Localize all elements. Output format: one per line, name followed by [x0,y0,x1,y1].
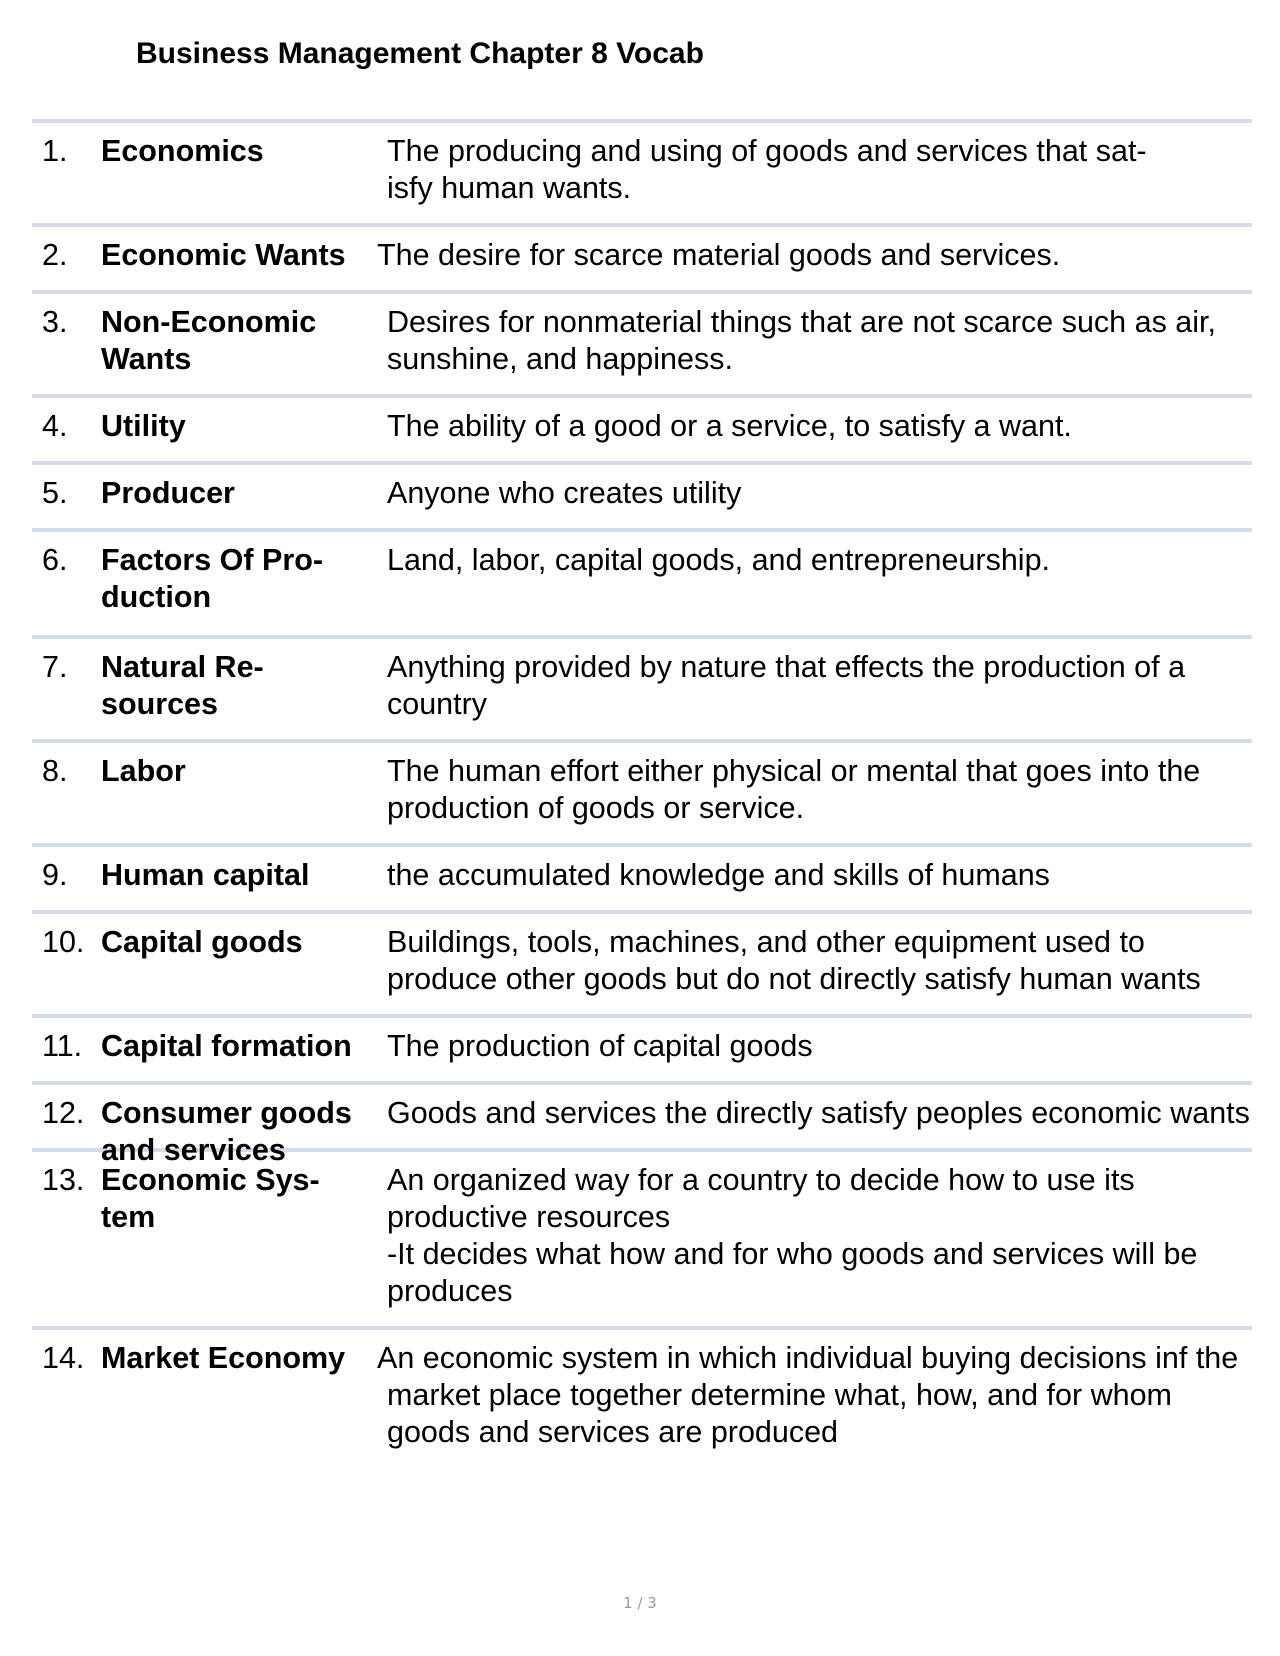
entry-definition: Goods and services the directly satisfy peoples economic wants [387,1096,1250,1130]
entry-definition: Anything provided by nature that effects the production of a country [387,650,1186,721]
entry-definition: the accumulated knowledge and skills of humans [387,858,1050,892]
entry-number: 7. [42,650,68,684]
entry-term: Human capital [101,858,310,892]
entry-definition: The human effort either physical or mental that goes into the production of goods or service. [387,754,1201,825]
entry-number: 11. [42,1029,83,1063]
vocab-row [32,294,1252,398]
entry-definition: Buildings, tools, machines, and other equipment used to produce other goods but do not directly satisfy human wants [387,925,1201,996]
vocab-row [32,398,1252,465]
entry-term: Capital goods [101,925,303,959]
entry-number: 2. [42,238,68,272]
entry-definition: Anyone who creates utility [387,476,742,510]
entry-term: Producer [101,476,235,510]
entry-number: 12. [42,1096,85,1130]
entry-term: Natural Re- sources [101,650,264,721]
entry-definition: The producing and using of goods and services that sat- isfy human wants. [387,134,1147,205]
entry-number: 3. [42,305,68,339]
entry-number: 1. [42,134,68,168]
vocab-row [32,532,1252,639]
page-title: Business Management Chapter 8 Vocab [136,37,704,70]
entry-term: Labor [101,754,186,788]
vocab-row [32,1018,1252,1085]
entry-term: Consumer goods and services [101,1096,352,1167]
vocab-row [32,465,1252,532]
entry-definition: An organized way for a country to decide how to use its productive resources -It decides what how and for who goods and services will be produces [387,1163,1198,1308]
vocab-row [32,1085,1252,1167]
vocab-list [32,119,1252,1467]
page-indicator: 1 / 3 [623,1594,657,1612]
vocab-row [32,743,1252,847]
entry-definition: The ability of a good or a service, to satisfy a want. [387,409,1072,443]
vocab-row [32,847,1252,914]
entry-definition: Land, labor, capital goods, and entrepreneurship. [387,543,1051,577]
entry-definition: The production of capital goods [387,1029,813,1063]
entry-number: 10. [42,925,85,959]
entry-term: Market Economy [101,1341,346,1375]
entry-definition: Desires for nonmaterial things that are not scarce such as air, sunshine, and happiness. [387,305,1216,376]
vocab-row [32,227,1252,294]
entry-number: 8. [42,754,68,788]
entry-term: Utility [101,409,186,443]
entry-definition: An economic system in which individual buying decisions inf the market place together determine what, how, and for whom goods and services are produced [377,1341,1239,1449]
entry-term: Economic Wants [101,238,346,272]
entry-term: Non-Economic Wants [101,305,317,376]
entry-definition: The desire for scarce material goods and services. [377,238,1061,272]
vocab-row [32,914,1252,1018]
vocab-row [32,1152,1252,1330]
entry-term: Economic Sys- tem [101,1163,320,1234]
entry-number: 4. [42,409,68,443]
entry-term: Factors Of Pro- duction [101,543,324,614]
entry-term: Economics [101,134,264,168]
entry-term: Capital formation [101,1029,352,1063]
vocab-row [32,123,1252,227]
entry-number: 5. [42,476,68,510]
vocab-row [32,639,1252,743]
vocab-row [32,1330,1252,1467]
entry-number: 6. [42,543,68,577]
entry-number: 14. [42,1341,85,1375]
entry-number: 9. [42,858,68,892]
entry-number: 13. [42,1163,85,1197]
